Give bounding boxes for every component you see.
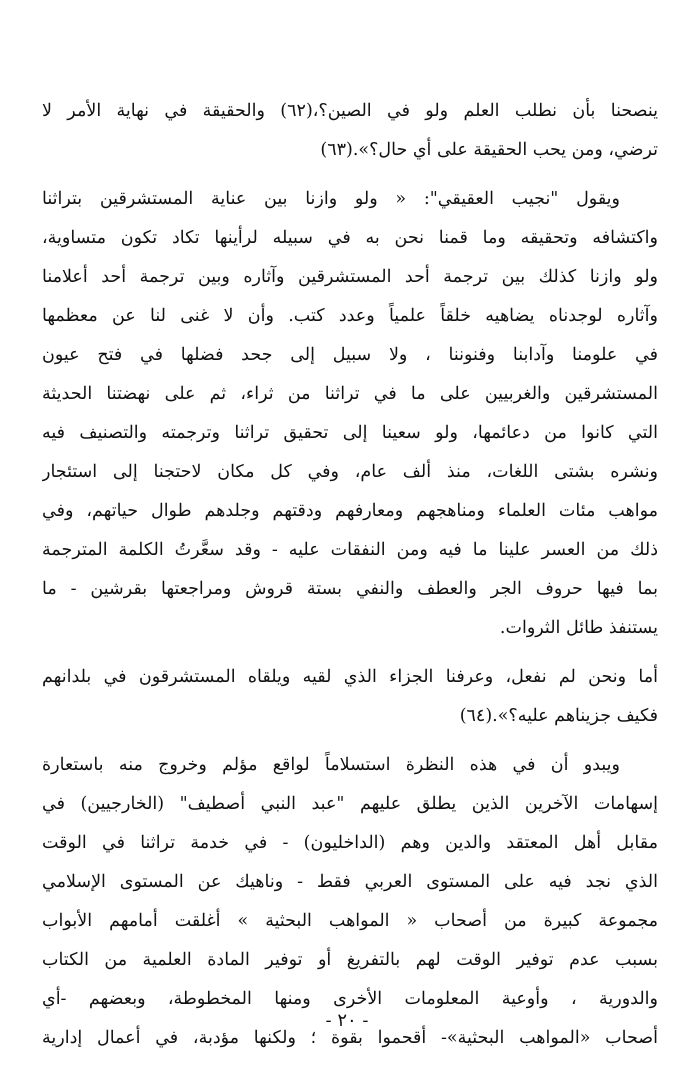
text-line: بسبب عدم توفير الوقت لهم بالتفريغ أو توفير المادة العلمية من الكتاب: [42, 950, 658, 970]
text-line: أصحاب «المواهب البحثية»- أقحموا بقوة ؛ ولكنها مؤدبة، في أعمال إدارية: [42, 1028, 658, 1048]
text-line: ينصحنا بأن نطلب العلم ولو في الصين؟،(٦٢) والحقيقة في نهاية الأمر لا: [42, 101, 658, 121]
text-line: ويقول "نجيب العقيقي": « ولو وازنا بين عناية المستشرقين بتراثنا: [42, 189, 620, 209]
text-line: ويبدو أن في هذه النظرة استسلاماً لواقع مؤلم وخروج منه باستعارة: [42, 755, 620, 775]
paragraph-3: [42, 658, 658, 736]
text-line: مجموعة كبيرة من أصحاب « المواهب البحثية » أغلقت أمامهم الأبواب: [42, 911, 658, 931]
text-line: فكيف جزيناهم عليه؟».(٦٤): [459, 706, 658, 726]
text-line: ونشره بشتى اللغات، منذ ألف عام، وفي كل مكان لاحتجنا إلى استئجار: [42, 462, 658, 482]
text-line: التي كانوا من دعائمها، ولو سعينا إلى تحقيق تراثنا وترجمته والتصنيف فيه: [42, 423, 658, 443]
text-line: إسهامات الآخرين الذين يطلق عليهم "عبد النبي أصطيف" (الخارجيين) في: [42, 794, 658, 814]
text-line: الذي نجد فيه على المستوى العربي فقط - وناهيك عن المستوى الإسلامي: [42, 872, 658, 892]
text-line: واكتشافه وتحقيقه وما قمنا نحن به في سبيله لرأينها تكاد تكون متساوية،: [42, 228, 658, 248]
text-line: ولو وازنا كذلك بين ترجمة أحد المستشرقين وآثاره وبين ترجمة أحد أعلامنا: [42, 267, 658, 287]
text-line: والدورية ، وأوعية المعلومات الأخرى ومنها المخطوطة، وبعضهم -أي: [42, 989, 658, 1009]
text-line: المستشرقين والغربيين على ما في تراثنا من ثراء، ثم على نهضتنا الحديثة: [42, 384, 658, 404]
text-line: أما ونحن لم نفعل، وعرفنا الجزاء الذي لقيه ويلقاه المستشرقون في بلدانهم: [42, 667, 658, 687]
text-line: ترضي، ومن يحب الحقيقة على أي حال؟».(٦٣): [320, 140, 658, 160]
text-line: وآثاره لوجدناه يضاهيه خلقاً علمياً وعدد كتب. وأن لا غنى لنا عن معظمها: [42, 306, 658, 326]
page-number: - ٢٠ -: [325, 1010, 369, 1031]
paragraph-1: [42, 92, 658, 170]
text-line: ذلك من العسر علينا ما فيه ومن النفقات عليه - وقد سعَّرتُ الكلمة المترجمة: [42, 540, 658, 560]
page-body: [42, 92, 658, 1068]
text-line: بما فيها حروف الجر والعطف والنفي بستة قروش ومراجعتها بقرشين - ما: [42, 579, 658, 599]
paragraph-2: [42, 180, 658, 648]
text-line: مواهب مئات العلماء ومناهجهم ومعارفهم ودقتهم وجلدهم طوال حياتهم، وفي: [42, 501, 658, 521]
text-line: في علومنا وآدابنا وفنوننا ، ولا سبيل إلى جحد فضلها في فتح عيون: [42, 345, 658, 365]
text-line: يستنفذ طائل الثروات.: [499, 618, 658, 638]
text-line: مقابل أهل المعتقد والدين وهم (الداخليون) - في خدمة تراثنا في الوقت: [42, 833, 658, 853]
